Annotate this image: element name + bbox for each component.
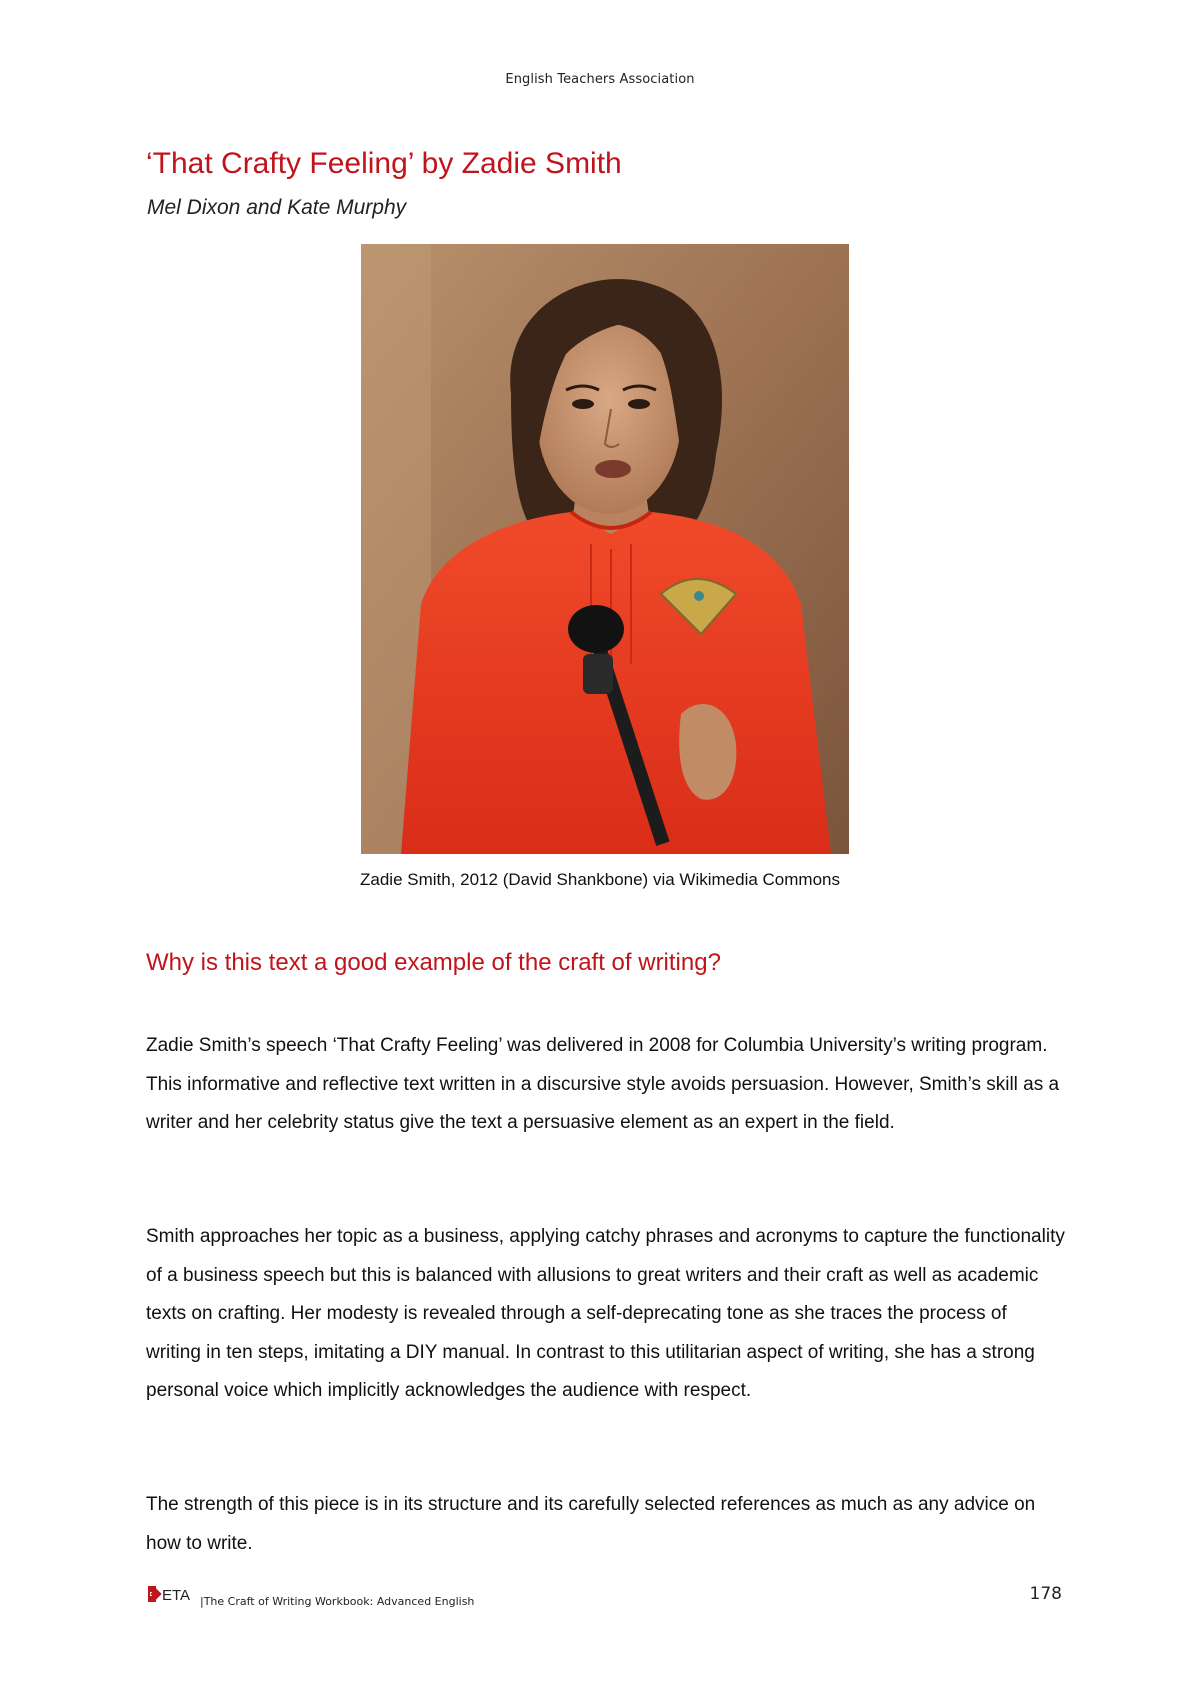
article-authors: Mel Dixon and Kate Murphy (147, 196, 407, 219)
eta-logo-text: ETA (162, 1587, 191, 1604)
body-paragraph: Smith approaches her topic as a business, applying catchy phrases and acronyms to capture the functionality of a business speech but this is balanced with allusions to great writers and their craft as well as academic texts on crafting. Her modesty is revealed through a self-deprecating tone as she traces the process of writing in ten steps, imitating a DIY manual. In contrast to this utilitarian aspect of writing, she has a strong personal voice which implicitly acknowledges the audience with respect. (146, 1226, 1065, 1401)
article-title: ‘That Crafty Feeling’ by Zadie Smith (146, 147, 622, 180)
photo-caption: Zadie Smith, 2012 (David Shankbone) via Wikimedia Commons (360, 870, 840, 889)
eta-logo (146, 1582, 200, 1608)
body-paragraph: Zadie Smith’s speech ‘That Crafty Feeling’ was delivered in 2008 for Columbia University’s writing program. This informative and reflective text written in a discursive style avoids persuasion. However, Smith’s skill as a writer and her celebrity status give the text a persuasive element as an expert in the field. (146, 1035, 1060, 1133)
page-number: 178 (1029, 1584, 1062, 1604)
workbook-title: |The Craft of Writing Workbook: Advanced English (200, 1595, 475, 1608)
section-heading: Why is this text a good example of the craft of writing? (146, 949, 721, 976)
page-footer (146, 1582, 1062, 1612)
portrait-photo (361, 244, 849, 854)
page-header: English Teachers Association (505, 72, 695, 87)
body-paragraph: The strength of this piece is in its structure and its carefully selected references as much as any advice on how to write. (146, 1494, 1036, 1554)
